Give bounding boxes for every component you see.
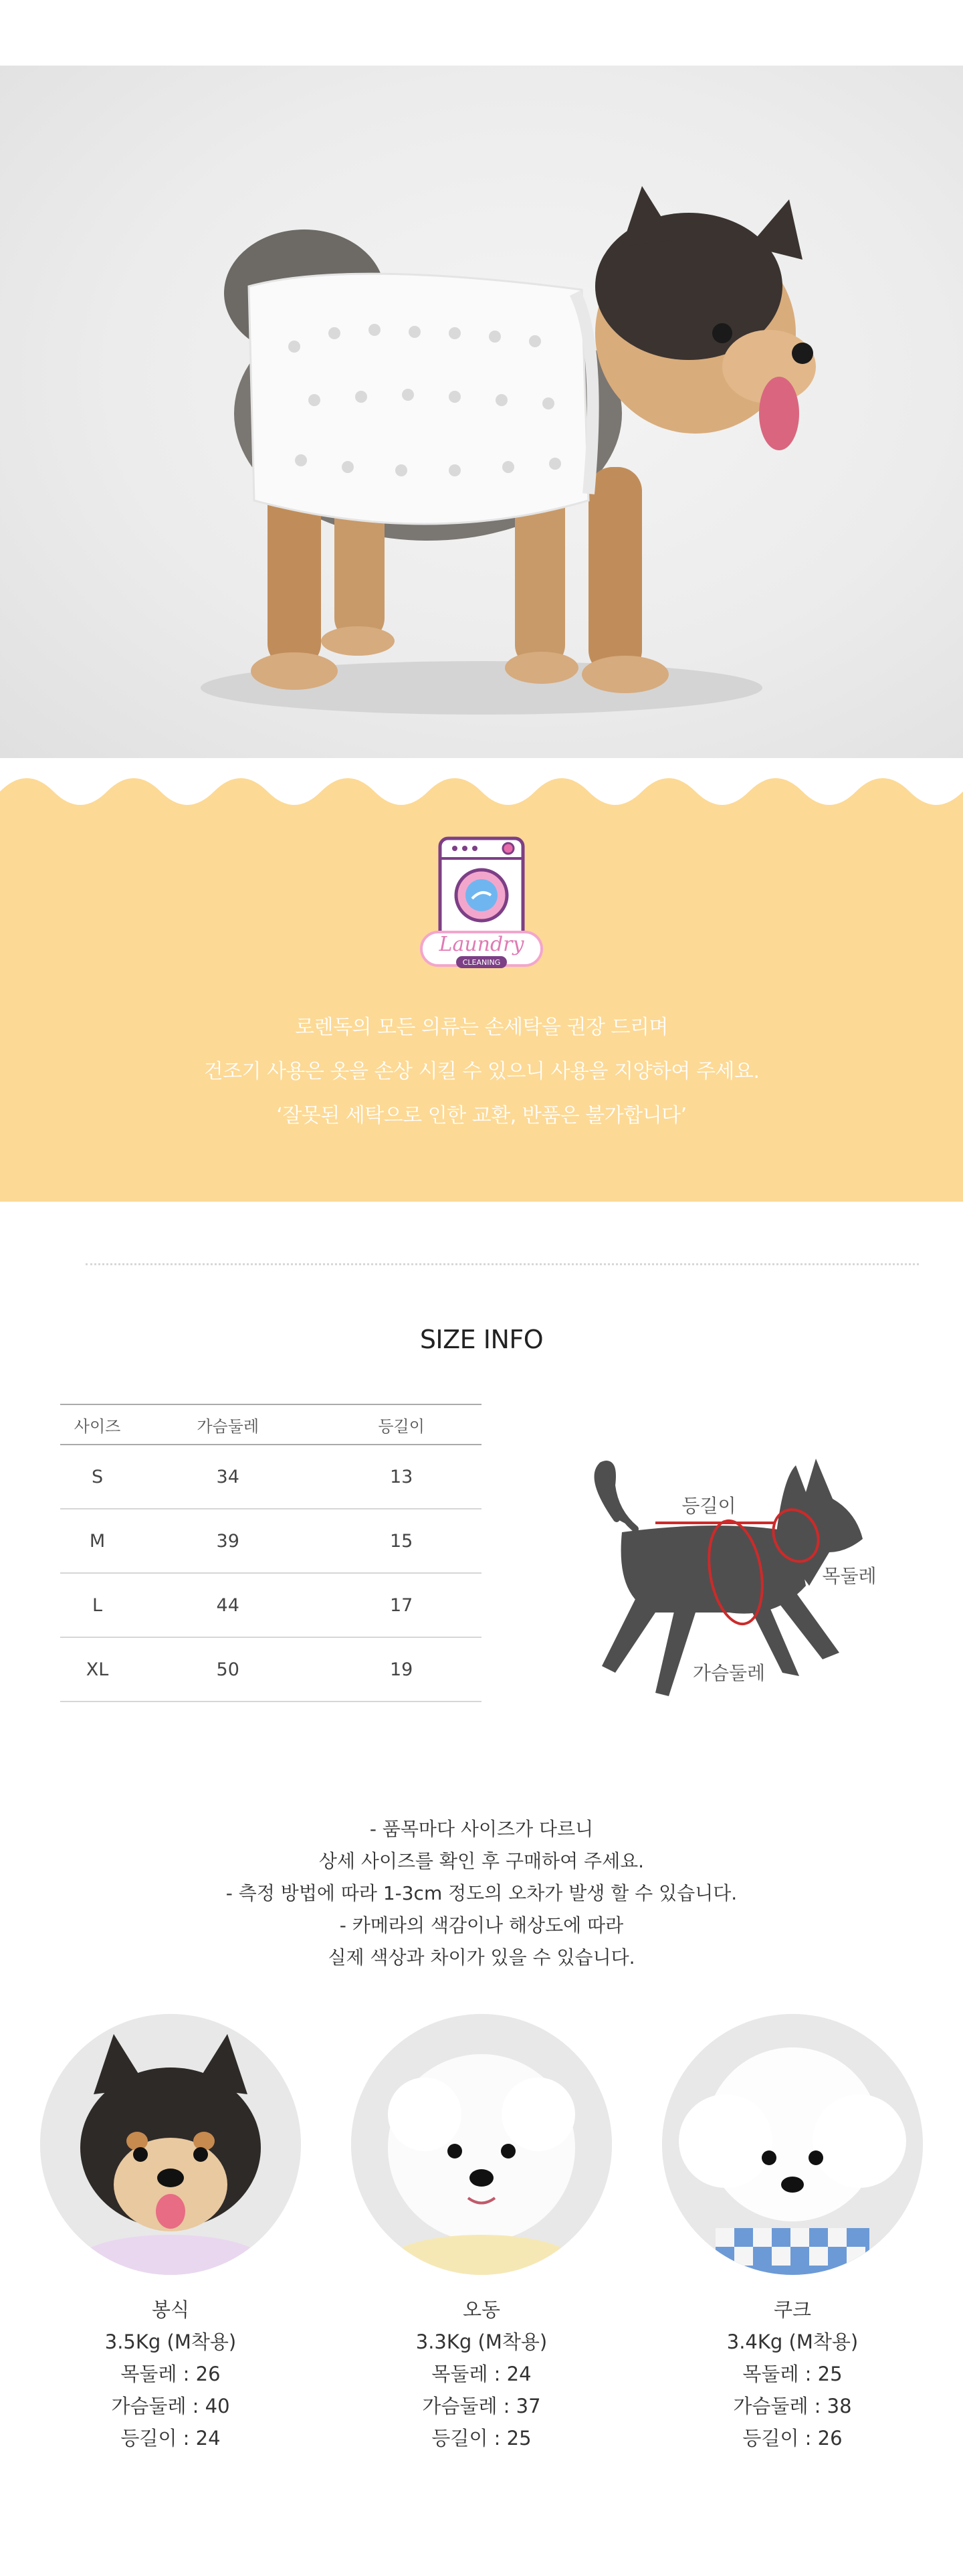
model-info [37,2294,304,2454]
model-name: 봉식 [151,2298,190,2321]
cell-back: 17 [321,1573,481,1637]
model-info [659,2294,926,2454]
model-chest: 가슴둘레 : 38 [733,2395,852,2417]
laundry-section [0,758,963,1202]
cell-back: 13 [321,1445,481,1509]
laundry-line: ‘잘못된 세탁으로 인한 교환, 반품은 불가합니다’ [276,1104,687,1127]
note-line: 상세 사이즈를 확인 후 구매하여 주세요. [318,1850,645,1872]
cell-size: S [60,1445,134,1509]
header-back: 등길이 [321,1404,481,1445]
model-neck: 목둘레 : 24 [431,2363,532,2385]
cell-size: XL [60,1637,134,1701]
note-line: 실제 색상과 차이가 있을 수 있습니다. [328,1946,635,1968]
avatar [40,2014,301,2275]
cell-back: 15 [321,1509,481,1573]
wave-border [0,758,963,818]
header-size: 사이즈 [60,1404,134,1445]
badge-subtitle: CLEANING [462,958,501,967]
model-neck: 목둘레 : 26 [120,2363,221,2385]
badge-title: Laundry [439,933,524,956]
diagram-neck-label: 목둘레 [822,1565,877,1587]
diagram-chest-label: 가슴둘레 [692,1662,766,1684]
cell-back: 19 [321,1637,481,1701]
model-name: 오동 [462,2298,501,2321]
laundry-line: 로렌독의 모든 의류는 손세탁을 권장 드리며 [295,1016,668,1039]
diagram-back-label: 등길이 [681,1495,736,1517]
cell-chest: 44 [134,1573,321,1637]
model-back: 등길이 : 25 [431,2427,532,2450]
model-chest: 가슴둘레 : 37 [422,2395,541,2417]
measurement-diagram [575,1452,883,1733]
dog-photo [0,66,963,758]
note-line: - 카메라의 색감이나 해상도에 따라 [339,1914,624,1936]
model-card [659,2014,926,2454]
cell-chest: 39 [134,1509,321,1573]
size-info-title: SIZE INFO [419,1325,544,1354]
cell-chest: 50 [134,1637,321,1701]
size-table [60,1404,481,1702]
model-weight: 3.3Kg (M착용) [415,2330,548,2353]
avatar [351,2014,612,2275]
note-line: - 측정 방법에 따라 1-3cm 정도의 오차가 발생 할 수 있습니다. [225,1882,738,1904]
laundry-line: 건조기 사용은 옷을 손상 시킬 수 있으니 사용을 지양하여 주세요. [203,1060,760,1083]
size-notes [0,1813,963,1974]
cell-size: M [60,1509,134,1573]
model-neck: 목둘레 : 25 [742,2363,843,2385]
model-info [348,2294,615,2454]
model-card [348,2014,615,2454]
table-row [60,1445,481,1509]
cell-chest: 34 [134,1445,321,1509]
table-row [60,1637,481,1701]
model-back: 등길이 : 26 [742,2427,843,2450]
table-row [60,1573,481,1637]
dotted-divider [86,1263,919,1265]
table-header-row [60,1404,481,1445]
table-row [60,1509,481,1573]
note-line: - 품목마다 사이즈가 다르니 [369,1818,594,1840]
hero-dog-photo [0,66,963,758]
washing-machine-icon [408,832,555,979]
model-name: 쿠크 [773,2298,812,2321]
model-weight: 3.4Kg (M착용) [726,2330,859,2353]
model-card [37,2014,304,2454]
header-chest: 가슴둘레 [134,1404,321,1445]
model-chest: 가슴둘레 : 40 [111,2395,230,2417]
cell-size: L [60,1573,134,1637]
avatar [662,2014,923,2275]
laundry-notice [0,1006,963,1138]
model-weight: 3.5Kg (M착용) [104,2330,237,2353]
model-back: 등길이 : 24 [120,2427,221,2450]
